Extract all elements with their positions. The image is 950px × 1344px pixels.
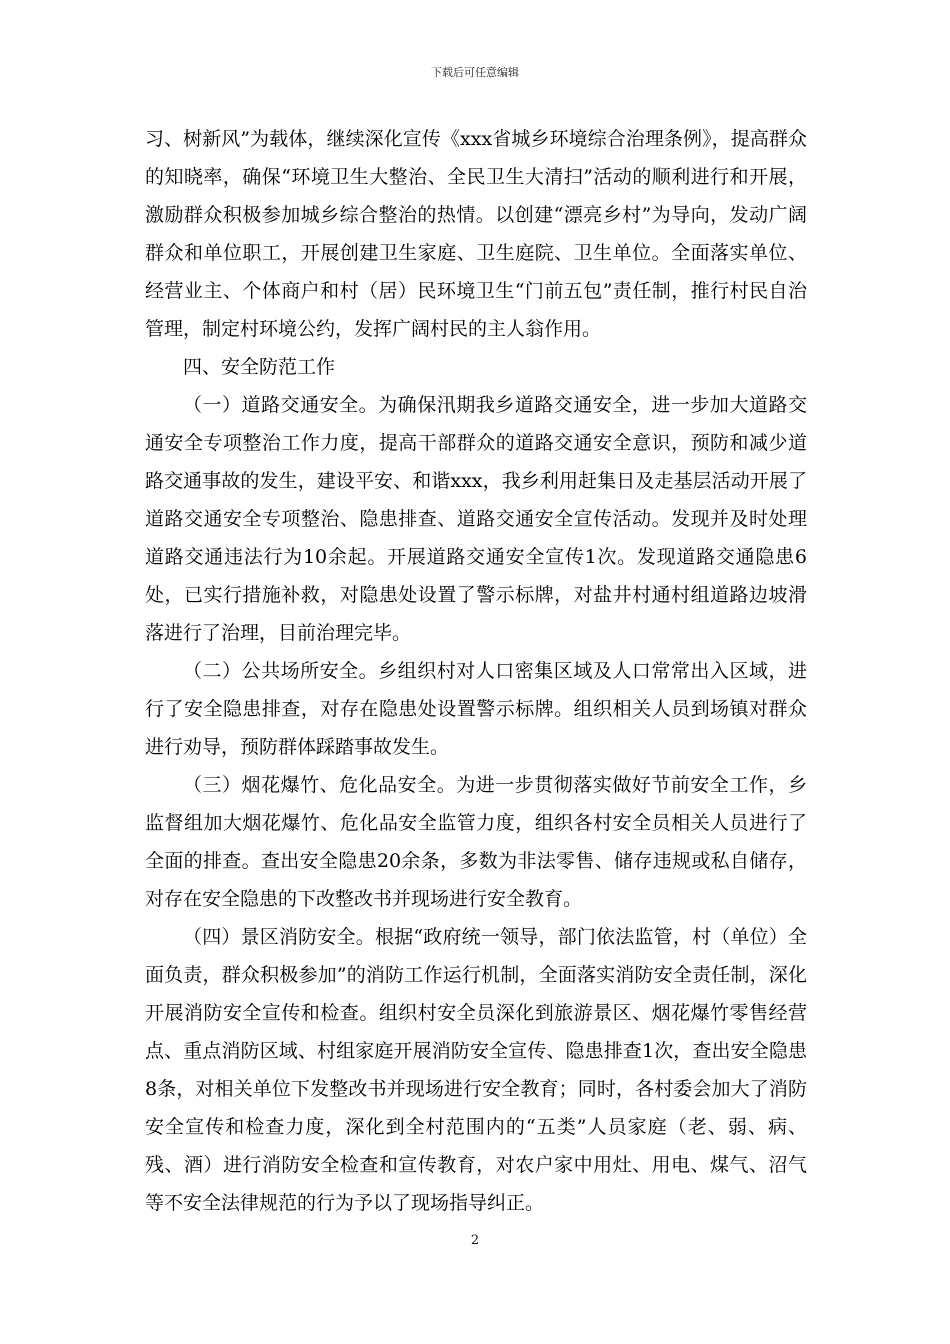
paragraph-road-traffic-safety: （一）道路交通安全。为确保汛期我乡道路交通安全，进一步加大道路交通安全专项整治工作力度，提高干部群众的道路交通安全意识，预防和减少道路交通事故的发生，建设平安、和谐xxx，我乡利用赶集日及走基层活动开展了道路交通安全专项整治、隐患排查、道路交通安全宣传活动。发现并及时处理道路交通违法行为10余起。开展道路交通安全宣传1次。发现道路交通隐患6处，已实行措施补救，对隐患处设置了警示标牌，对盐井村通村组道路边坡滑落进行了治理，目前治理完毕。 [145,394,807,644]
section-heading: 四、安全防范工作 [183,356,336,378]
paragraph-fireworks-hazmat-safety: （三）烟花爆竹、危化品安全。为进一步贯彻落实做好节前安全工作，乡监督组加大烟花爆竹、危化品安全监管力度，组织各村安全员相关人员进行了全面的排查。查出安全隐患20余条，多数为非法零售、储存违规或私自储存，对存在安全隐患的下改整改书并现场进行安全教育。 [145,774,807,910]
document-body [145,120,807,1222]
paragraph-continuation: 习、树新风”为载体，继续深化宣传《xxx省城乡环境综合治理条例》，提高群众的知晓率，确保“环境卫生大整治、全民卫生大清扫”活动的顺利进行和开展，激励群众积极参加城乡综合整治的热情。以创建“漂亮乡村”为导向，发动广阔群众和单位职工，开展创建卫生家庭、卫生庭院、卫生单位。全面落实单位、经营业主、个体商户和村（居）民环境卫生“门前五包”责任制，推行村民自治管理，制定村环境公约，发挥广阔村民的主人翁作用。 [145,128,807,340]
paragraph-public-place-safety: （二）公共场所安全。乡组织村对人口密集区域及人口常常出入区域，进行了安全隐患排查，对存在隐患处设置警示标牌。组织相关人员到场镇对群众进行劝导，预防群体踩踏事故发生。 [145,660,807,758]
page-header-note: 下载后可任意编辑 [431,66,519,79]
paragraph-scenic-fire-safety: （四）景区消防安全。根据“政府统一领导，部门依法监管，村（单位）全面负责，群众积极参加”的消防工作运行机制，全面落实消防安全责任制，深化开展消防安全宣传和检查。组织村安全员深化到旅游景区、烟花爆竹零售经营点、重点消防区域、村组家庭开展消防安全宣传、隐患排查1次，查出安全隐患8条，对相关单位下发整改书并现场进行安全教育；同时，各村委会加大了消防安全宣传和检查力度，深化到全村范围内的“五类”人员家庭（老、弱、病、残、酒）进行消防安全检查和宣传教育，对农户家中用灶、用电、煤气、沼气等不安全法律规范的行为予以了现场指导纠正。 [145,926,807,1214]
page-number: 2 [470,1233,480,1248]
